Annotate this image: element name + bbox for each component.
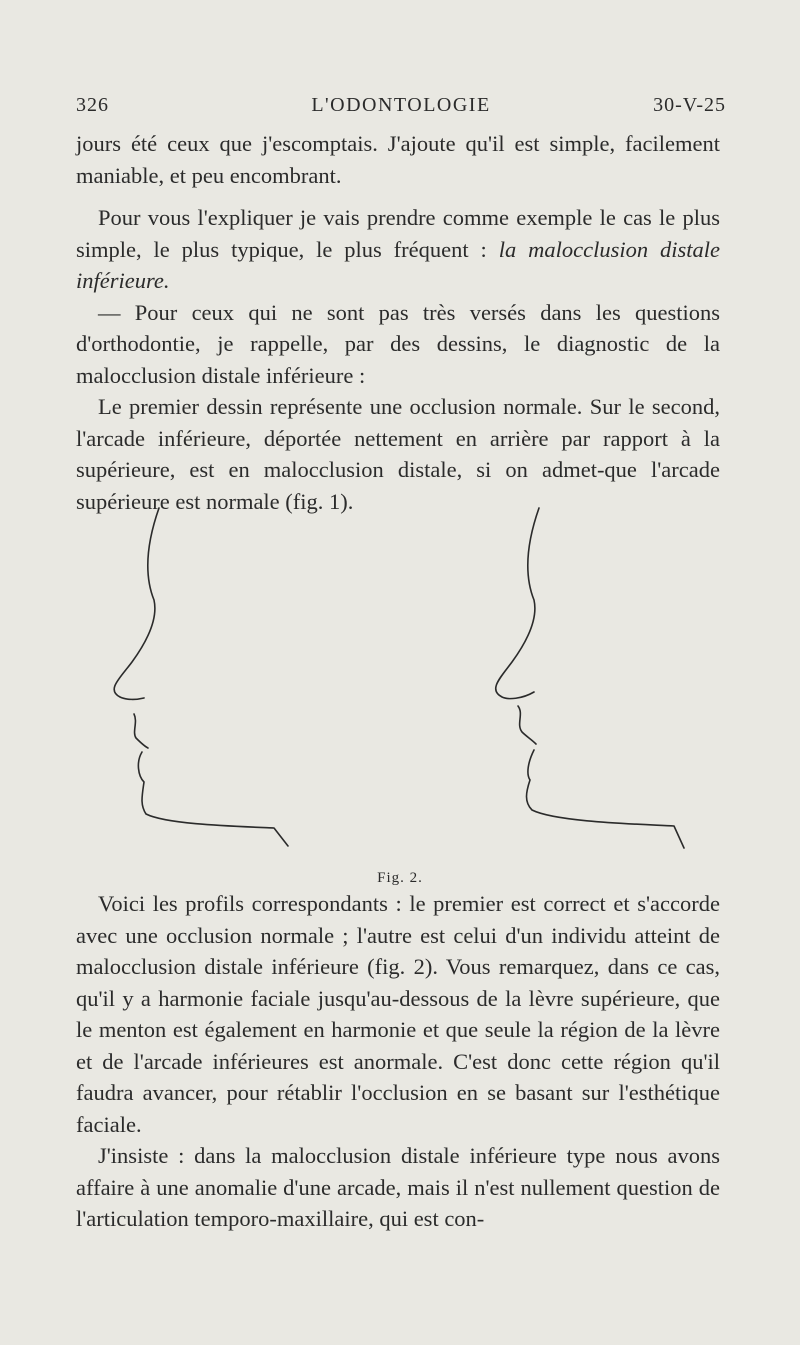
paragraph-continuation [76, 128, 720, 191]
paragraph-6: J'insiste : dans la malocclusion distale inférieure type nous avons affaire à une anomalie d'une arcade, mais il n'est nullement question de l'articulation temporo-maxillaire, qui est con- [76, 1143, 720, 1231]
paragraph-2-emphasis: la malocclusion distale inférieure. [76, 236, 720, 293]
issue-date: 30-V-25 [653, 94, 726, 116]
profile-figure [76, 500, 726, 860]
left-profile-lips [134, 714, 148, 748]
journal-title: L'ODONTOLOGIE [311, 94, 491, 116]
right-profile-lips [518, 706, 536, 744]
profile-drawings [76, 500, 726, 860]
right-profile-chin [527, 750, 685, 848]
paragraph-3: — Pour ceux qui ne sont pas très versés dans les questions d'orthodontie, je rappelle, par des dessins, le diagnostic de la malocclusion distale inférieure : [76, 299, 720, 388]
text-block-after-figure [76, 888, 720, 1235]
figure-caption: Fig. 2. [377, 870, 423, 886]
paragraph-2-text: Pour vous l'expliquer je vais prendre comme exemple le cas le plus simple, le plus typique, le plus fréquent : [76, 205, 720, 262]
right-profile-forehead-nose [496, 508, 539, 699]
paragraph-5: Voici les profils correspondants : le premier est correct et s'accorde avec une occlusion normale ; l'autre est celui d'un individu atteint de malocclusion distale inférieure (fig. 2). Vous remarquez, dans ce cas, qu'il y a harmonie faciale jusqu'au-dessous de la lèvre supérieure, que le menton est également en harmonie et que seule la région de la lèvre et de l'arcade inférieures est anormale. C'est donc cette région qu'il faudra avancer, pour rétablir l'occlusion en se basant sur l'esthétique faciale. [76, 891, 720, 1137]
paragraph-4: Le premier dessin représente une occlusion normale. Sur le second, l'arcade inférieure, déportée nettement en arrière par rapport à la supérieure, est en malocclusion distale, si on admet-que l'arcade supérieure est normale (fig. 1). [76, 394, 720, 514]
text-block-before-figure [76, 202, 720, 517]
paragraph-2 [76, 202, 720, 297]
left-profile-forehead-nose [114, 508, 159, 699]
paragraph-1: jours été ceux que j'escomptais. J'ajoute qu'il est simple, facilement maniable, et peu encombrant. [76, 131, 720, 188]
running-header [76, 94, 726, 122]
page-number: 326 [76, 94, 109, 116]
left-profile-chin [138, 752, 288, 846]
